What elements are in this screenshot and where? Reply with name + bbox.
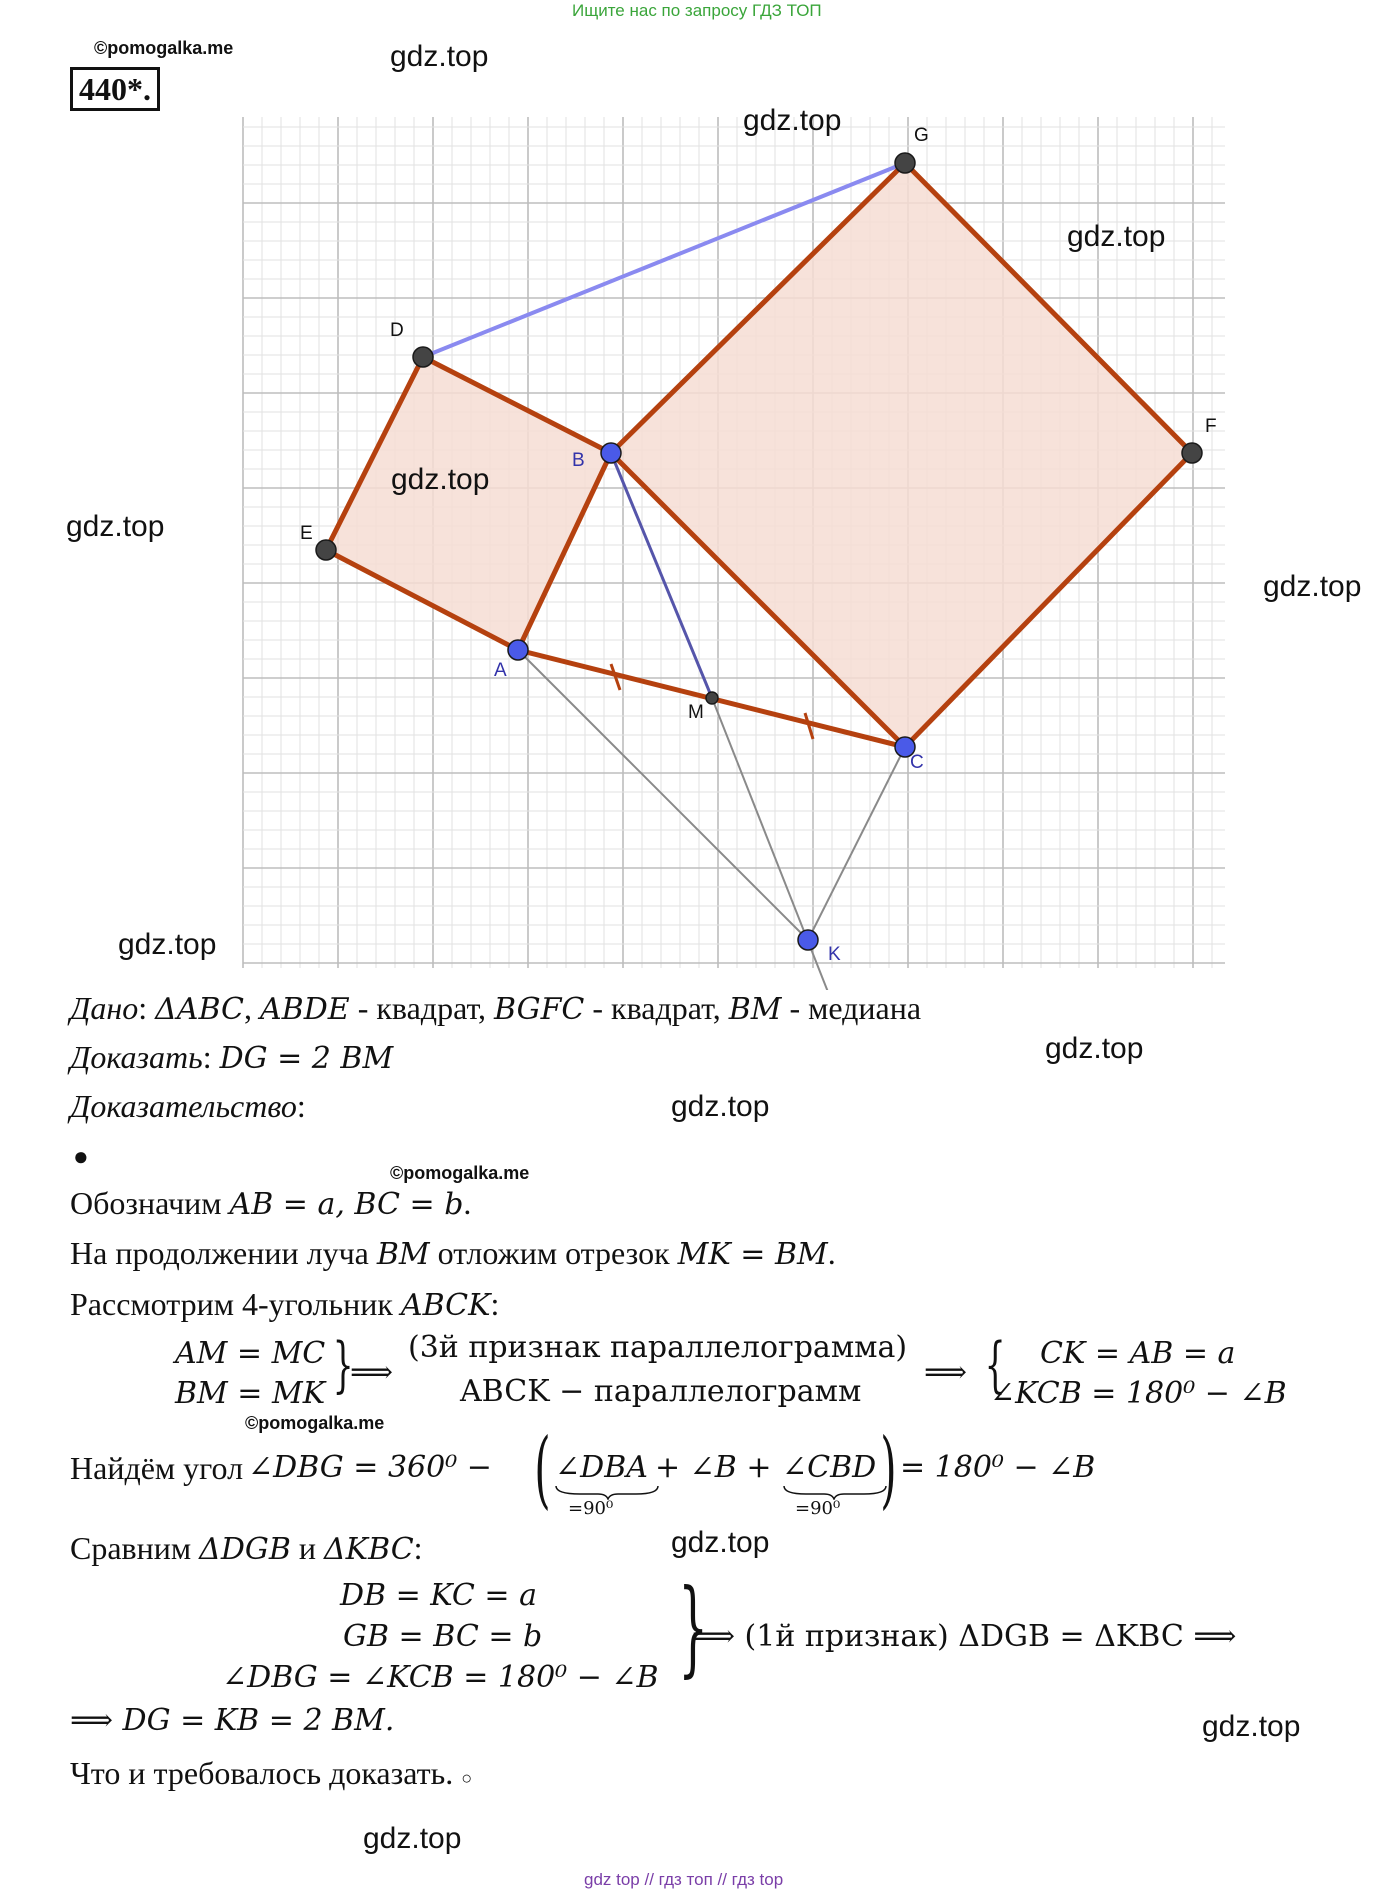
bullet: ● xyxy=(73,1142,89,1171)
watermark: gdz.top xyxy=(1045,1032,1144,1065)
sys1-top: AM = MC xyxy=(175,1336,326,1371)
implies-arrow: ⟹ xyxy=(350,1355,394,1390)
point-label-g: G xyxy=(914,125,929,146)
proof-line-3: Рассмотрим 4-угольник ABCK: xyxy=(70,1286,500,1323)
point-d xyxy=(413,347,433,367)
watermark: gdz.top xyxy=(363,1822,462,1855)
watermark: gdz.top xyxy=(1202,1710,1301,1743)
given-line: Дано: ΔABC, ABDE - квадрат, BGFC - квадрат, BM - медиана xyxy=(70,990,922,1027)
big-paren-close: ) xyxy=(880,1420,897,1518)
point-k xyxy=(798,930,818,950)
brace-right: } xyxy=(332,1330,354,1400)
segment-ck xyxy=(808,747,905,940)
prove-line: Доказать: DG = 2 BM xyxy=(70,1039,394,1076)
watermark: gdz.top xyxy=(1067,220,1166,253)
point-e xyxy=(316,540,336,560)
angle-b-middle: + ∠B + xyxy=(655,1450,772,1485)
angle-cbd: ∠CBD xyxy=(782,1450,877,1485)
point-a xyxy=(508,640,528,660)
point-label-a: A xyxy=(494,660,507,681)
point-f xyxy=(1182,443,1202,463)
footer-links[interactable]: gdz top // гдз топ // гдз top xyxy=(584,1870,784,1889)
conclusion-line: ⟹ DG = KB = 2 BM. xyxy=(70,1703,395,1738)
point-label-f: F xyxy=(1205,416,1217,437)
site-mark: ©pomogalka.me xyxy=(245,1413,385,1433)
point-label-b: B xyxy=(572,450,585,471)
watermark: gdz.top xyxy=(66,510,165,543)
segment-ak xyxy=(518,650,808,940)
proof-line-1: Обозначим AB = a, BC = b. xyxy=(70,1185,472,1222)
proof-line-2: На продолжении луча BM отложим отрезок MK = BM. xyxy=(70,1235,836,1272)
brace-left: { xyxy=(984,1330,1006,1400)
qed-line: Что и требовалось доказать. ○ xyxy=(70,1755,473,1791)
angle-result: = 180⁰ − ∠B xyxy=(900,1450,1096,1485)
proof-heading: Доказательство: xyxy=(70,1088,306,1124)
parallelogram-text: ABCK − параллелограмм xyxy=(460,1374,862,1409)
angle-dba: ∠DBA xyxy=(555,1450,648,1485)
angle-expr-start: ∠DBG = 360⁰ − xyxy=(248,1450,492,1485)
result-top: CK = AB = a xyxy=(1040,1336,1236,1371)
watermark: gdz.top xyxy=(743,104,842,137)
watermark: gdz.top xyxy=(390,40,489,73)
site-mark: ©pomogalka.me xyxy=(94,38,234,58)
point-m xyxy=(706,692,718,704)
watermark: gdz.top xyxy=(671,1526,770,1559)
watermark: gdz.top xyxy=(391,463,490,496)
point-label-k: K xyxy=(828,944,841,965)
sys1-bot: BM = MK xyxy=(175,1376,326,1411)
underbraces xyxy=(550,1484,900,1500)
watermark: gdz.top xyxy=(671,1090,770,1123)
sys2-line-3: ∠DBG = ∠KCB = 180⁰ − ∠B xyxy=(222,1660,659,1695)
criterion-text: (3й признак параллелограмма) xyxy=(408,1330,908,1365)
big-paren-open: ( xyxy=(534,1420,551,1518)
compare-line: Сравним ΔDGB и ΔKBC: xyxy=(70,1530,423,1567)
sys2-line-2: GB = BC = b xyxy=(343,1619,543,1654)
watermark: gdz.top xyxy=(1263,570,1362,603)
square-abde xyxy=(326,357,611,650)
implies-arrow: ⟹ xyxy=(924,1355,968,1390)
problem-number: 440*. xyxy=(70,67,160,111)
under-dba: =90⁰ xyxy=(568,1498,614,1519)
watermark: gdz.top xyxy=(118,928,217,961)
sys2-result: ⟹ (1й признак) ΔDGB = ΔKBC ⟹ xyxy=(692,1619,1237,1654)
result-bot: ∠KCB = 180⁰ − ∠B xyxy=(990,1376,1287,1411)
top-banner[interactable]: Ищите нас по запросу ГДЗ ТОП xyxy=(572,1,822,20)
point-label-e: E xyxy=(300,523,313,544)
under-cbd: =90⁰ xyxy=(795,1498,841,1519)
point-g xyxy=(895,153,915,173)
brace-right-2: } xyxy=(678,1566,708,1688)
sys2-line-1: DB = KC = a xyxy=(340,1578,537,1613)
point-label-c: C xyxy=(910,752,924,773)
point-label-m: M xyxy=(688,702,704,723)
site-mark: ©pomogalka.me xyxy=(390,1163,530,1183)
angle-line-prefix: Найдём угол xyxy=(70,1450,244,1486)
point-label-d: D xyxy=(390,320,404,341)
point-b xyxy=(601,443,621,463)
